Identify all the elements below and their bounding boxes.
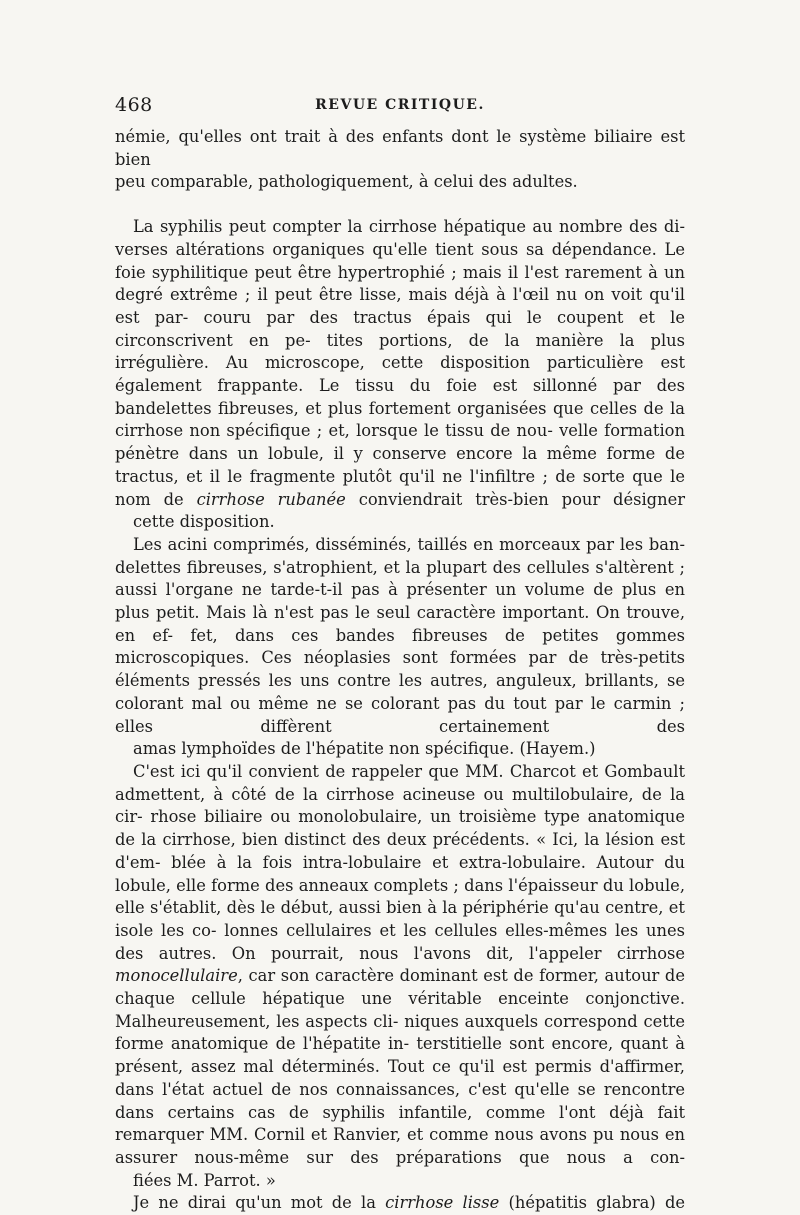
text-line: l'ont déjà fait remarquer MM. Cornil et Ranvier, et comme nous avons bbox=[115, 1102, 685, 1145]
paragraph-5 bbox=[115, 1192, 685, 1215]
text-line: amas lymphoïdes de l'hépatite non spécifique. (Hayem.) bbox=[133, 739, 596, 759]
running-title: REVUE CRITIQUE. bbox=[315, 97, 485, 113]
text-line: Les acini comprimés, disséminés, taillés en morceaux par les ban- bbox=[133, 534, 685, 554]
text-line: caractère dominant est de former, autour de chaque cellule hépatique bbox=[115, 966, 685, 1009]
text-line: syphilitique peut être hypertrophié ; mais il l'est rarement à un degré bbox=[115, 262, 685, 305]
text-line: tites portions, de la manière la plus irrégulière. Au microscope, cette bbox=[115, 330, 685, 373]
text-line: aussi l'organe ne tarde-t-il pas à présenter un volume de plus en plus bbox=[115, 580, 685, 623]
text-line: extrême ; il peut être lisse, mais déjà à l'œil nu on voit qu'il est par- bbox=[115, 285, 685, 327]
paragraph-2 bbox=[115, 216, 685, 534]
text-line: terstitielle sont encore, quant à présent, assez mal déterminés. Tout bbox=[115, 1034, 685, 1077]
text-line: dès le début, aussi bien à la périphérie qu'au centre, et isole les co- bbox=[115, 898, 685, 940]
text-line: delettes fibreuses, s'atrophient, et la plupart des cellules s'altèrent ; bbox=[115, 557, 685, 577]
text-line: fiées M. Parrot. » bbox=[133, 1170, 276, 1190]
text-line: petit. Mais là n'est pas le seul caractère important. On trouve, en ef- bbox=[115, 603, 685, 645]
text-line: cirrhose, bien distinct des deux précédents. « Ici, la lésion est d'em- bbox=[115, 830, 685, 872]
text-line: C'est ici qu'il convient de rappeler que MM. Charcot et Gombault bbox=[133, 761, 685, 781]
text-line: cette disposition. bbox=[133, 512, 275, 532]
paragraph-1 bbox=[115, 126, 685, 194]
italic-term: cirrhose rubanée bbox=[196, 489, 346, 509]
italic-term: cirrhose lisse bbox=[385, 1193, 500, 1213]
page-number: 468 bbox=[115, 94, 153, 116]
text-line: (hépatitis glabra) de bbox=[499, 1193, 686, 1213]
text-line: pourrait, nous l'avons dit, l'appeler cirrhose bbox=[270, 943, 685, 963]
text-line: que le nom de bbox=[115, 466, 685, 509]
text-line: verses altérations organiques qu'elle tient sous sa dépendance. Le foie bbox=[115, 239, 685, 282]
text-line: pu nous en assurer nous-même sur des préparations que nous a con- bbox=[115, 1125, 685, 1167]
text-line: peu comparable, pathologiquement, à celui des adultes. bbox=[115, 172, 578, 192]
text-line: se colorant pas du tout par le carmin ; elles diffèrent certainement des bbox=[115, 693, 686, 736]
text-line: La syphilis peut compter la cirrhose hépatique au nombre des di- bbox=[133, 217, 685, 237]
text-line: Je ne dirai qu'un mot de la bbox=[133, 1193, 386, 1213]
text-line: sillonné par des bandelettes fibreuses, et plus fortement organisées bbox=[115, 376, 686, 418]
text-line: velle formation pénètre dans un lobule, il y conserve encore la même bbox=[115, 421, 685, 464]
paragraph-4 bbox=[115, 761, 685, 1192]
text-line: que celles de la cirrhose non spécifique ; et, lorsque le tissu de nou- bbox=[115, 398, 685, 441]
text-line: conviendrait très-bien pour désigner bbox=[345, 489, 685, 509]
text-line: rhose biliaire ou monolobulaire, un troisième type anatomique de la bbox=[115, 807, 685, 850]
text-line: niques auxquels correspond cette forme anatomique de l'hépatite in- bbox=[115, 1011, 685, 1054]
text-line: , car son bbox=[237, 966, 310, 986]
text-line: couru par des tractus épais qui le coupent et le circonscrivent en pe- bbox=[115, 307, 685, 350]
text-line: admettent, à côté de la cirrhose acineuse ou multilobulaire, de la cir- bbox=[115, 784, 685, 827]
text-line: ce qu'il est permis d'affirmer, dans l'état actuel de nos connaissances, bbox=[115, 1057, 685, 1099]
text-line: néoplasies sont formées par de très-petits éléments pressés les uns bbox=[115, 648, 686, 691]
body-text bbox=[115, 126, 685, 1215]
text-line: une véritable enceinte conjonctive. Malheureusement, les aspects cli- bbox=[115, 989, 685, 1031]
text-line: forme de tractus, et il le fragmente plutôt qu'il ne l'infiltre ; de sorte bbox=[115, 444, 685, 486]
text-line: forme des anneaux complets ; dans l'épaisseur du lobule, elle s'établit, bbox=[115, 875, 685, 918]
italic-term: monocellulaire bbox=[115, 966, 238, 986]
text-line: lonnes cellulaires et les cellules elles-mêmes les unes des autres. On bbox=[115, 920, 685, 963]
paragraph-3 bbox=[115, 534, 685, 761]
text-line: blée à la fois intra-lobulaire et extra-lobulaire. Autour du lobule, elle bbox=[115, 852, 685, 895]
text-line: c'est qu'elle se rencontre dans certains cas de syphilis infantile, comme bbox=[115, 1079, 685, 1122]
text-line: némie, qu'elles ont trait à des enfants dont le système biliaire est bien bbox=[115, 127, 685, 169]
text-line: contre les autres, anguleux, brillants, se colorant mal ou même ne bbox=[115, 671, 686, 713]
text-line: disposition particulière est également frappante. Le tissu du foie est bbox=[115, 353, 685, 396]
text-line: fet, dans ces bandes fibreuses de petites gommes microscopiques. Ces bbox=[115, 625, 685, 668]
page-header bbox=[115, 94, 685, 122]
